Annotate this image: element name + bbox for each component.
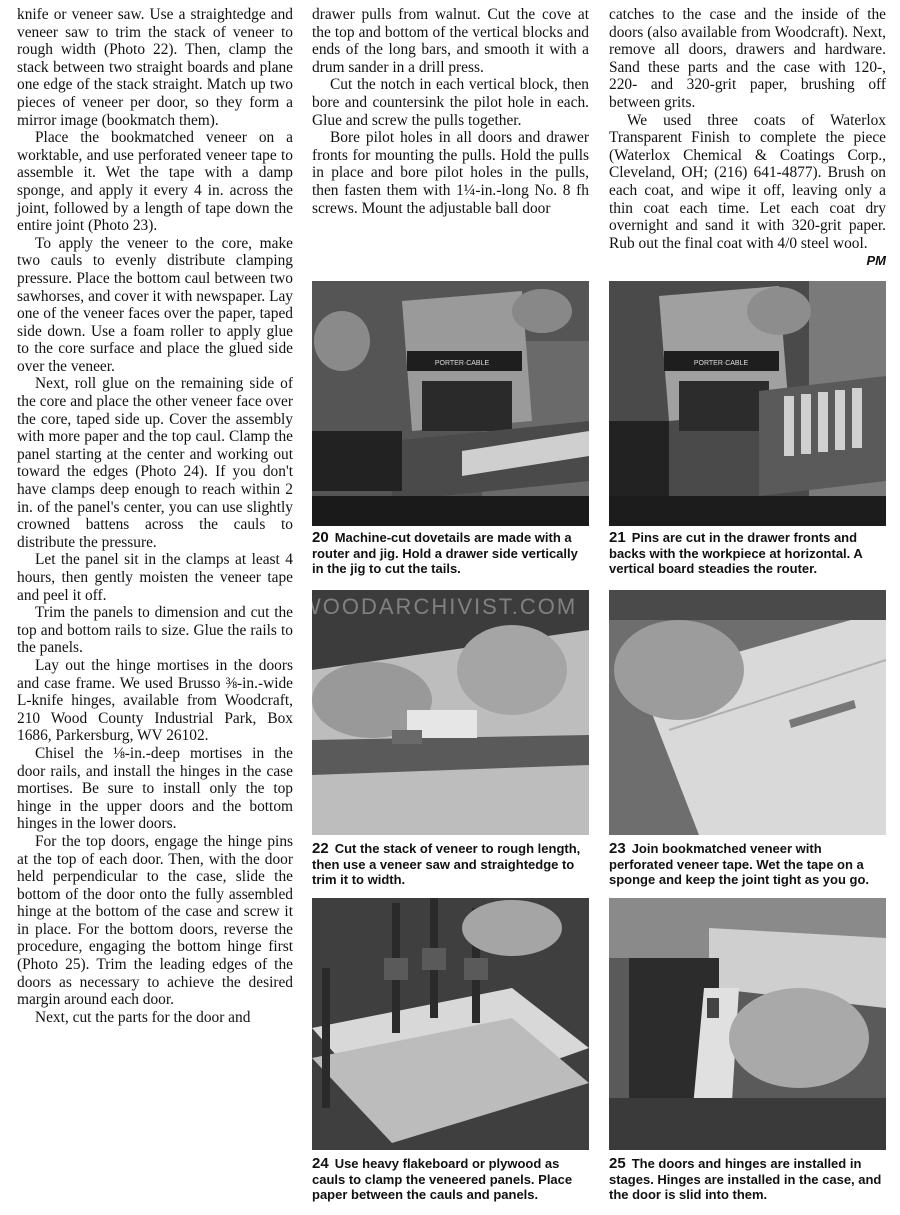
- paragraph: For the top doors, engage the hinge pins at the top of each door. Then, with the door held perpendicular to the case, slide the bottom of the door onto the fully assembled hinge at the bottom of the case and screw it in place. For the bottom doors, reverse the procedure, engaging the bottom hinge first (Photo 25). Trim the leading edges of the doors as necessary to achieve the desired margin around each door.: [17, 832, 293, 1009]
- caption-25: [609, 1156, 889, 1203]
- paragraph: Cut the notch in each vertical block, then bore and countersink the pilot hole in each. Glue and screw the pulls together.: [312, 76, 589, 129]
- paragraph: Next, cut the parts for the door and: [35, 1008, 251, 1026]
- router-brand-label: PORTER·CABLE: [693, 360, 749, 367]
- caption-number: 23: [609, 840, 626, 857]
- pm-end-mark: PM: [866, 253, 886, 269]
- caption-text: Join bookmatched veneer with perforated veneer tape. Wet the tape on a sponge and keep the joint tight as you go.: [609, 841, 870, 887]
- caption-text: Machine-cut dovetails are made with a router and jig. Hold a drawer side vertically in the jig to cut the tails.: [312, 530, 578, 576]
- caption-20: [312, 530, 592, 577]
- paragraph-text: We used three coats of Waterlox Transparent Finish to complete the piece (Waterlox Chemical & Coatings Corp., Cleveland, OH; (216) 641-4877). Brush on each coat, and wipe it off, leaving only a thin coat each time. Let each coat dry overnight and sand it with 320-grit paper. Rub out the final coat with 4/0 steel wool.: [609, 111, 886, 252]
- caption-number: 25: [609, 1155, 626, 1172]
- caption-22: [312, 841, 592, 888]
- photo-23-veneer-tape: [609, 590, 886, 835]
- caption-text: Cut the stack of veneer to rough length, then use a veneer saw and straightedge to trim it to width.: [312, 841, 581, 887]
- caption-23: [609, 841, 889, 888]
- paragraph: Next, roll glue on the remaining side of the core and place the other veneer face over the core, taped side up. Cover the assembly with more paper and the top caul. Clamp the panel starting at the center and working out toward the edges (Photo 24). If you don't have clamps deep enough to reach within 2 in. of the panel's center, you can use slightly crowned battens across the cauls to distribute the pressure.: [17, 375, 293, 551]
- photo-25-door-hinge: [609, 898, 886, 1150]
- paragraph: To apply the veneer to the core, make two cauls to evenly distribute clamping pressure. Place the bottom caul between two sawhorses, and cover it with newspaper. Lay one of the veneer faces over the paper, taped side down. Use a foam roller to apply glue to the core surface and place the glued side over the veneer.: [17, 234, 293, 375]
- router-brand-label: PORTER·CABLE: [434, 360, 490, 367]
- caption-text: Use heavy flakeboard or plywood as cauls to clamp the veneered panels. Place paper between the cauls and panels.: [312, 1156, 573, 1202]
- caption-text: Pins are cut in the drawer fronts and backs with the workpiece at horizontal. A vertical board steadies the router.: [609, 530, 863, 576]
- caption-number: 22: [312, 840, 329, 857]
- photo-22-veneer-saw: [312, 590, 589, 835]
- caption-21: [609, 530, 889, 577]
- article-column-3: [609, 6, 886, 270]
- photo-21-router-pins: [609, 281, 886, 526]
- paragraph: knife or veneer saw. Use a straightedge and veneer saw to trim the stack of veneer to rough width (Photo 22). Then, clamp the stack between two straight boards and plane one edge of the stack straight. Match up two pieces of veneer per door, so they form a mirror image (bookmatch them).: [17, 6, 293, 129]
- caption-text: The doors and hinges are installed in stages. Hinges are installed in the case, and the door is slid into them.: [609, 1156, 882, 1202]
- caption-24: [312, 1156, 592, 1203]
- photo-20-router-dovetail-jig: [312, 281, 589, 526]
- paragraph: Chisel the ⅛-in.-deep mortises in the door rails, and install the hinges in the case mortises. Be sure to install only the top hinge in the upper doors and the bottom hinges in the lower doors.: [17, 744, 293, 833]
- photo-24-clamped-panels: [312, 898, 589, 1150]
- watermark: WOODARCHIVIST.COM: [300, 594, 578, 619]
- caption-number: 21: [609, 529, 626, 546]
- paragraph: drawer pulls from walnut. Cut the cove at the top and bottom of the vertical blocks and ends of the long bars, and smooth it with a drum sander in a drill press.: [312, 6, 589, 76]
- paragraph: Bore pilot holes in all doors and drawer fronts for mounting the pulls. Hold the pulls in place and bore pilot holes in the pulls, then fasten them with 1¼-in.-long No. 8 fh screws. Mount the adjustable ball door: [312, 129, 589, 217]
- paragraph: [609, 111, 886, 269]
- paragraph: catches to the case and the inside of the doors (also available from Woodcraft). Next, remove all doors, drawers and hardware. Sand these parts and the case with 120-, 220- and 320-grit paper, brushing off between grits.: [609, 6, 886, 111]
- article-column-1: [17, 6, 293, 1026]
- paragraph: Let the panel sit in the clamps at least 4 hours, then gently moisten the veneer tape and peel it off.: [17, 551, 293, 604]
- caption-number: 20: [312, 529, 329, 546]
- paragraph: Place the bookmatched veneer on a worktable, and use perforated veneer tape to assemble it. Wet the tape with a damp sponge, and apply it every 4 in. across the joint, followed by a length of tape down the entire joint (Photo 23).: [17, 129, 293, 235]
- paragraph: Lay out the hinge mortises in the doors and case frame. We used Brusso ⅜-in.-wide L-knife hinges, available from Woodcraft, 210 Wood County Industrial Park, Box 1686, Parkersburg, WV 26102.: [17, 656, 293, 745]
- paragraph: Trim the panels to dimension and cut the top and bottom rails to size. Glue the rails to the panels.: [17, 604, 293, 657]
- caption-number: 24: [312, 1155, 329, 1172]
- article-column-2: [312, 6, 589, 217]
